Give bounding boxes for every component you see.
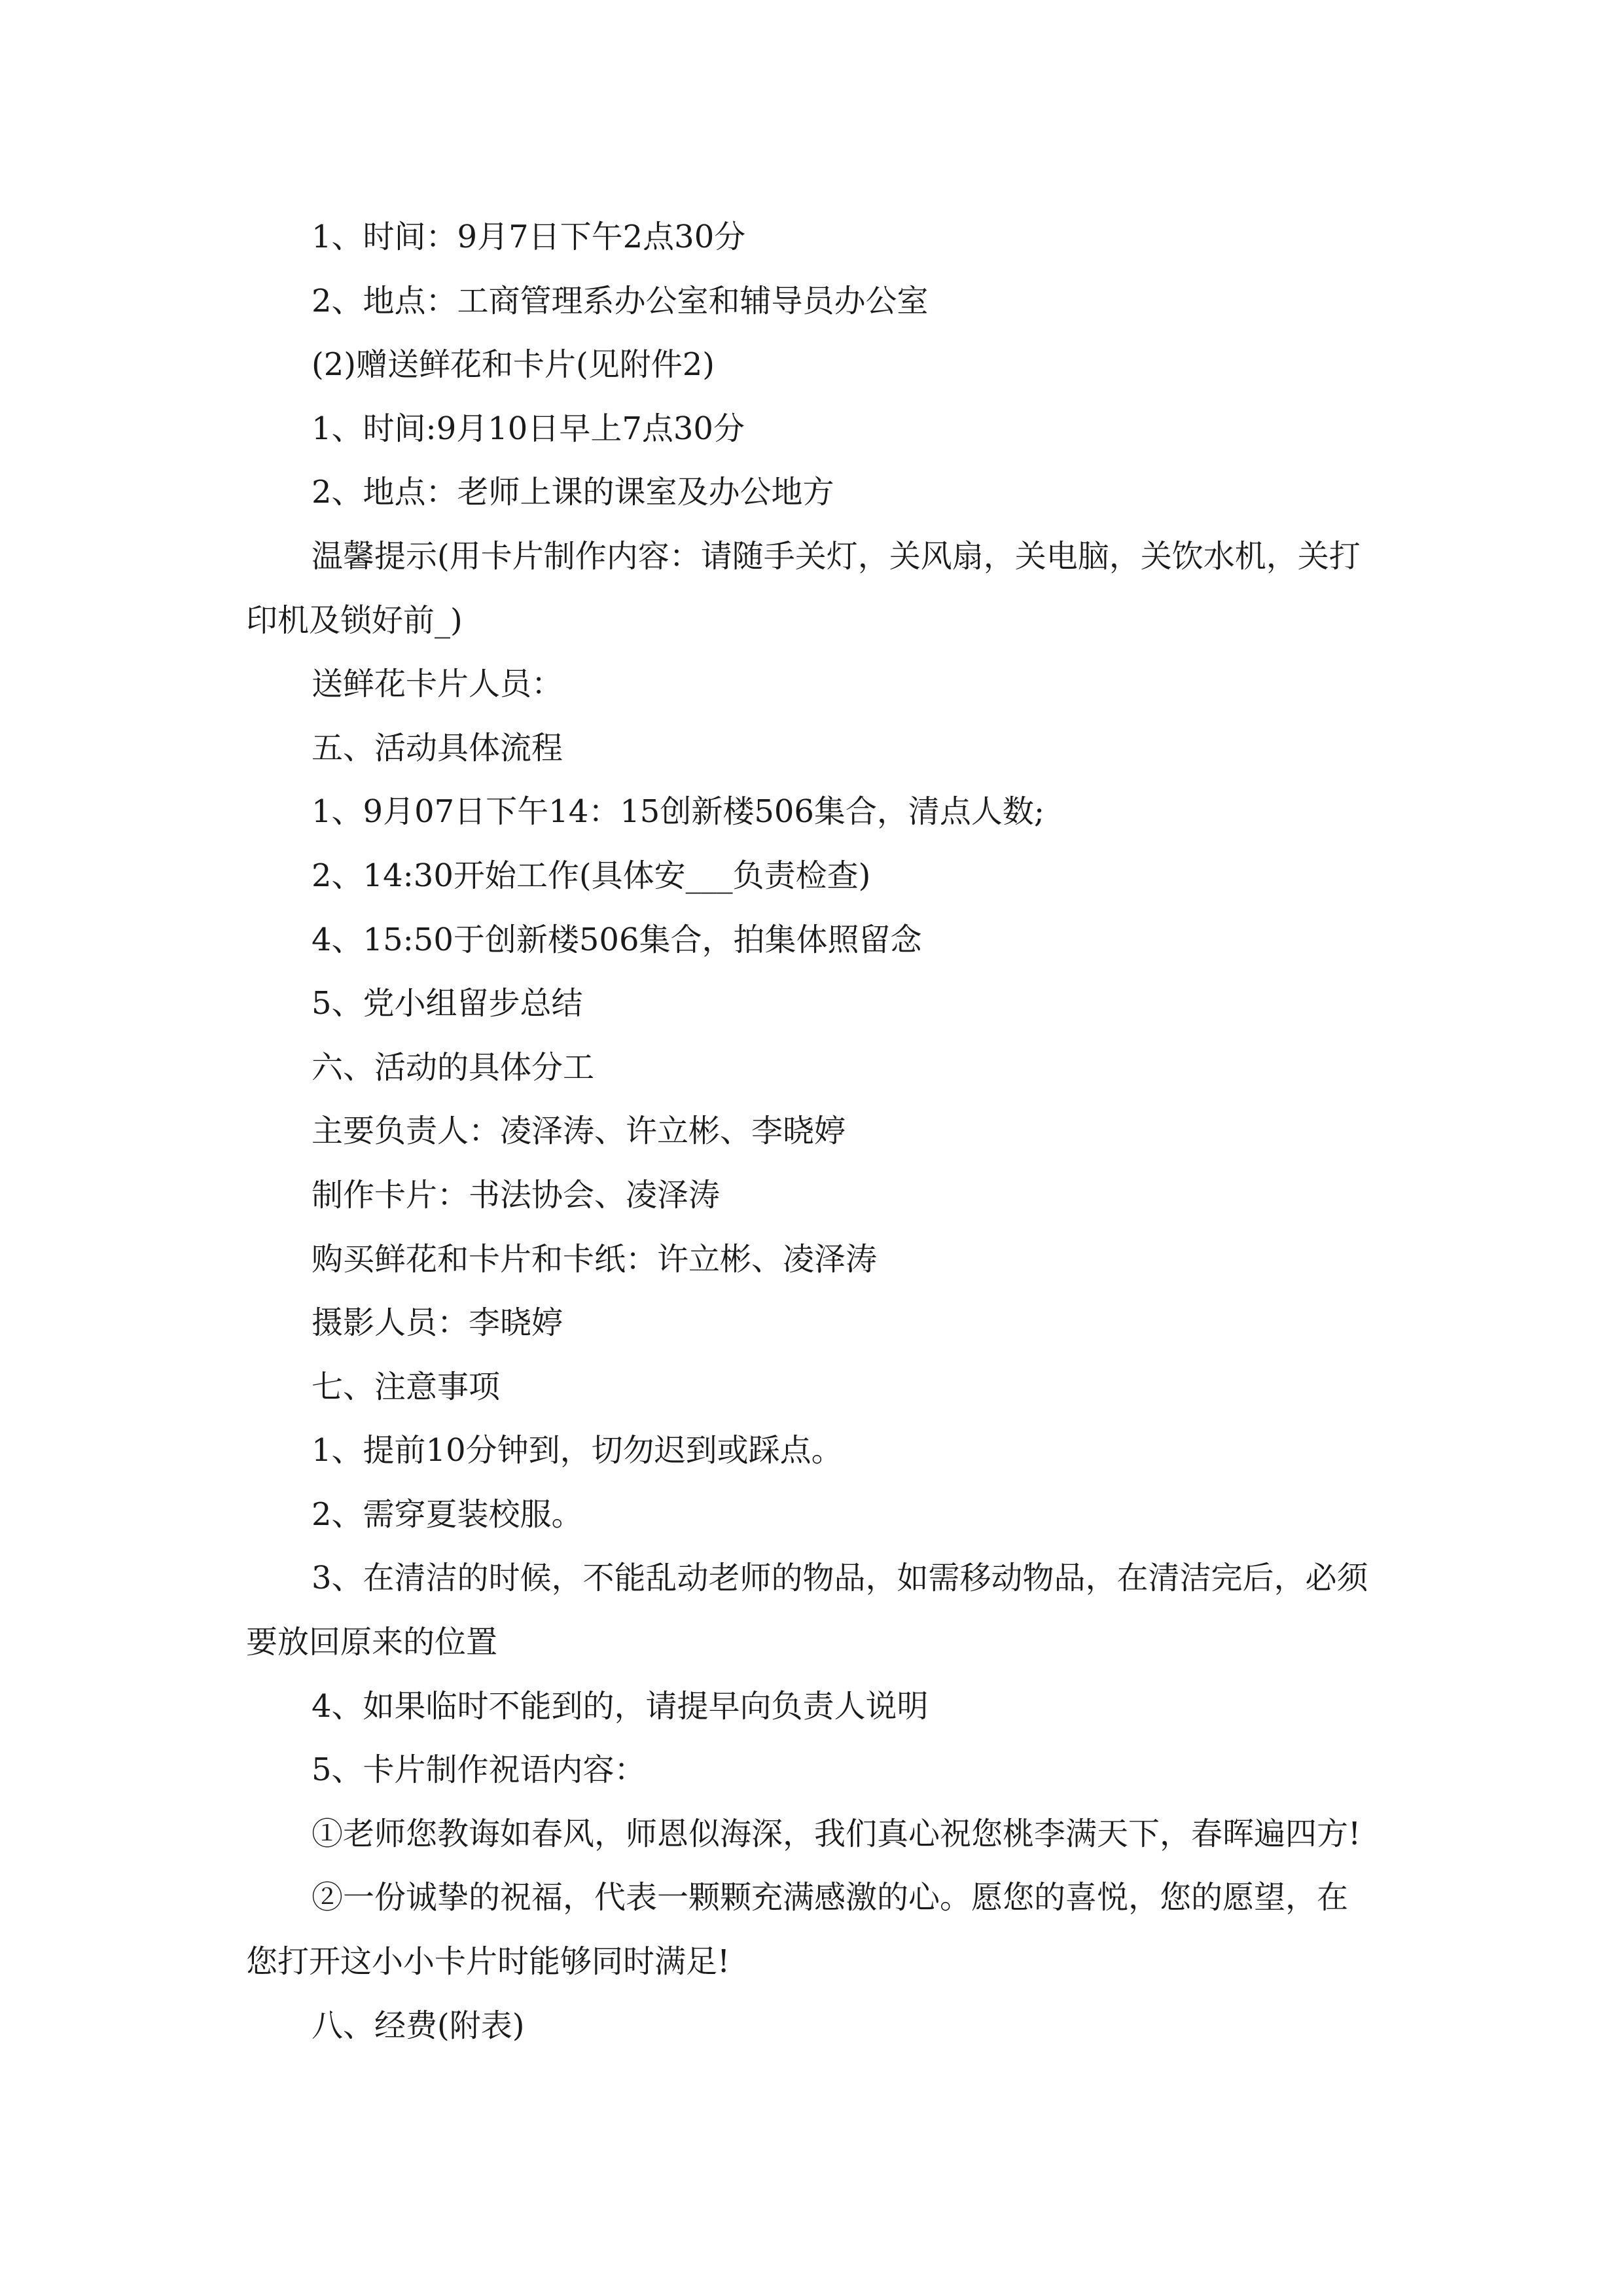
paragraph-blessing-1: ①老师您教诲如春风，师恩似海深，我们真心祝您桃李满天下，春晖遍四方!	[312, 1815, 1361, 1852]
section-heading-process: 五、活动具体流程	[312, 729, 563, 766]
paragraph-process-5: 5、党小组留步总结	[312, 985, 583, 1022]
paragraph-note-2: 2、需穿夏装校服。	[312, 1496, 583, 1533]
paragraph-note-1: 1、提前10分钟到，切勿迟到或踩点。	[312, 1432, 843, 1469]
document-body	[246, 206, 1378, 2058]
section-heading-division: 六、活动的具体分工	[312, 1049, 595, 1086]
paragraph-process-4: 4、15:50于创新楼506集合，拍集体照留念	[312, 921, 922, 958]
paragraph-note-4: 4、如果临时不能到的，请提早向负责人说明	[312, 1687, 929, 1725]
paragraph-time-2: 1、时间:9月10日早上7点30分	[312, 410, 745, 447]
paragraph-process-1: 1、9月07日下午14：15创新楼506集合，清点人数;	[312, 793, 1045, 831]
paragraph-process-2: 2、14:30开始工作(具体安___负责检查)	[312, 857, 871, 894]
paragraph-photography: 摄影人员：李晓婷	[312, 1304, 563, 1342]
paragraph-note-3: 3、在清洁的时候，不能乱动老师的物品，如需移动物品，在清洁完后，必须要放回原来的位置	[246, 1560, 1368, 1661]
paragraph-delivery-staff: 送鲜花卡片人员：	[312, 666, 563, 703]
paragraph-purchasing: 购买鲜花和卡片和卡纸：许立彬、凌泽涛	[312, 1240, 878, 1278]
section-heading-budget: 八、经费(附表)	[312, 2007, 525, 2044]
paragraph-warm-tip: 温馨提示(用卡片制作内容：请随手关灯，关风扇，关电脑，关饮水机，关打印机及锁好前_)	[246, 537, 1361, 639]
paragraph-time-1: 1、时间：9月7日下午2点30分	[312, 219, 746, 255]
paragraph-blessing-2: ②一份诚挚的祝福，代表一颗颗充满感激的心。愿您的喜悦，您的愿望，在您打开这小小卡片时能够同时满足!	[246, 1879, 1349, 1981]
paragraph-location-1: 2、地点：工商管理系办公室和辅导员办公室	[312, 282, 929, 319]
paragraph-leaders: 主要负责人：凌泽涛、许立彬、李晓婷	[312, 1113, 846, 1150]
paragraph-location-2: 2、地点：老师上课的课室及办公地方	[312, 474, 834, 511]
paragraph-flowers-cards: (2)赠送鲜花和卡片(见附件2)	[312, 346, 715, 384]
paragraph-note-5: 5、卡片制作祝语内容：	[312, 1751, 646, 1789]
section-heading-notes: 七、注意事项	[312, 1368, 501, 1405]
paragraph-card-making: 制作卡片：书法协会、凌泽涛	[312, 1176, 721, 1213]
